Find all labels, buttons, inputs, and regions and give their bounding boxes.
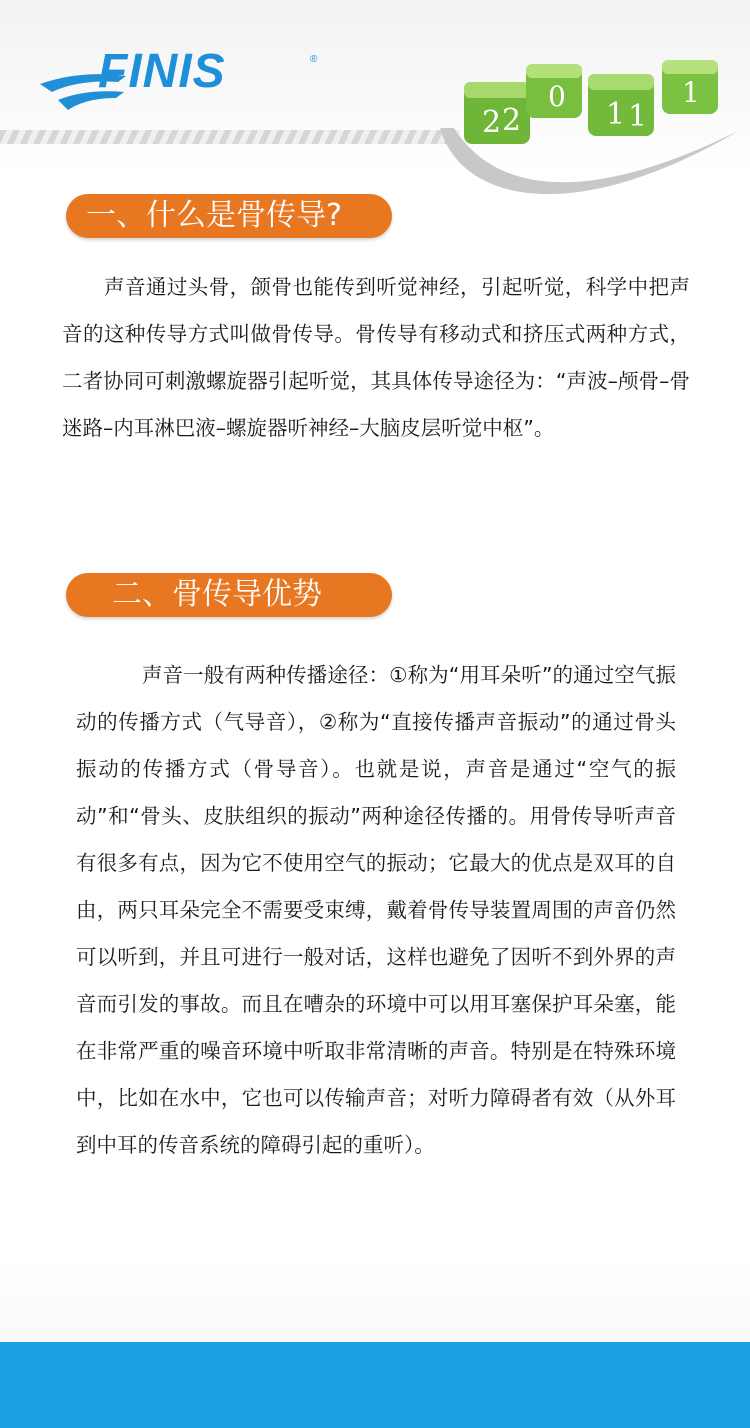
- footer-band: [0, 1342, 750, 1428]
- section-heading-what-is-bone-conduction: [66, 194, 392, 238]
- section-2-body: 声音一般有两种传播途径：①称为“用耳朵听”的通过空气振动的传播方式（气导音），②称为“直接传播声音振动”的通过骨头振动的传播方式（骨导音）。也就是说，声音是通过“空气的振动”和“骨头、皮肤组织的振动”两种途径传播的。用骨传导听声音有很多有点，因为它不使用空气的振动；它最大的优点是双耳的自由，两只耳朵完全不需要受束缚，戴着骨传导装置周围的声音仍然可以听到，并且可进行一般对话，这样也避免了因听不到外界的声音而引发的事故。而且在嘈杂的环境中可以用耳塞保护耳朵塞，能在非常严重的噪音环境中听取非常清晰的声音。特别是在特殊环境中，比如在水中，它也可以传输声音；对听力障碍者有效（从外耳到中耳的传音系统的障碍引起的重听）。: [76, 663, 676, 1157]
- cube-digit: 0: [548, 80, 566, 113]
- cube-digit: 1: [628, 99, 648, 134]
- section-heading-advantages: [66, 573, 392, 617]
- cube-digit: 2: [502, 103, 522, 138]
- finis-logo: [38, 42, 338, 122]
- green-cube: [464, 82, 530, 144]
- green-cube: [588, 74, 654, 136]
- decorative-stripe: [0, 130, 460, 144]
- section-1-body: 声音通过头骨，颌骨也能传到听觉神经，引起听觉，科学中把声音的这种传导方式叫做骨传导。骨传导有移动式和挤压式两种方式，二者协同可刺激螺旋器引起听觉，其具体传导途径为：“声波–颅骨–骨迷路–内耳淋巴液–螺旋器听神经–大脑皮层听觉中枢”。: [62, 275, 690, 440]
- brand-name: FINIS: [98, 45, 226, 98]
- number-dice-graphic: [450, 50, 730, 150]
- cube-digit: 2: [482, 105, 502, 140]
- green-cube: [526, 64, 582, 118]
- green-cube: [662, 60, 718, 114]
- heading-text: 一、什么是骨传导?: [86, 198, 342, 233]
- heading-text: 二、骨传导优势: [112, 577, 322, 612]
- registered-mark: ®: [310, 54, 318, 65]
- cube-digit: 1: [606, 97, 626, 132]
- cube-digit: 1: [682, 76, 700, 109]
